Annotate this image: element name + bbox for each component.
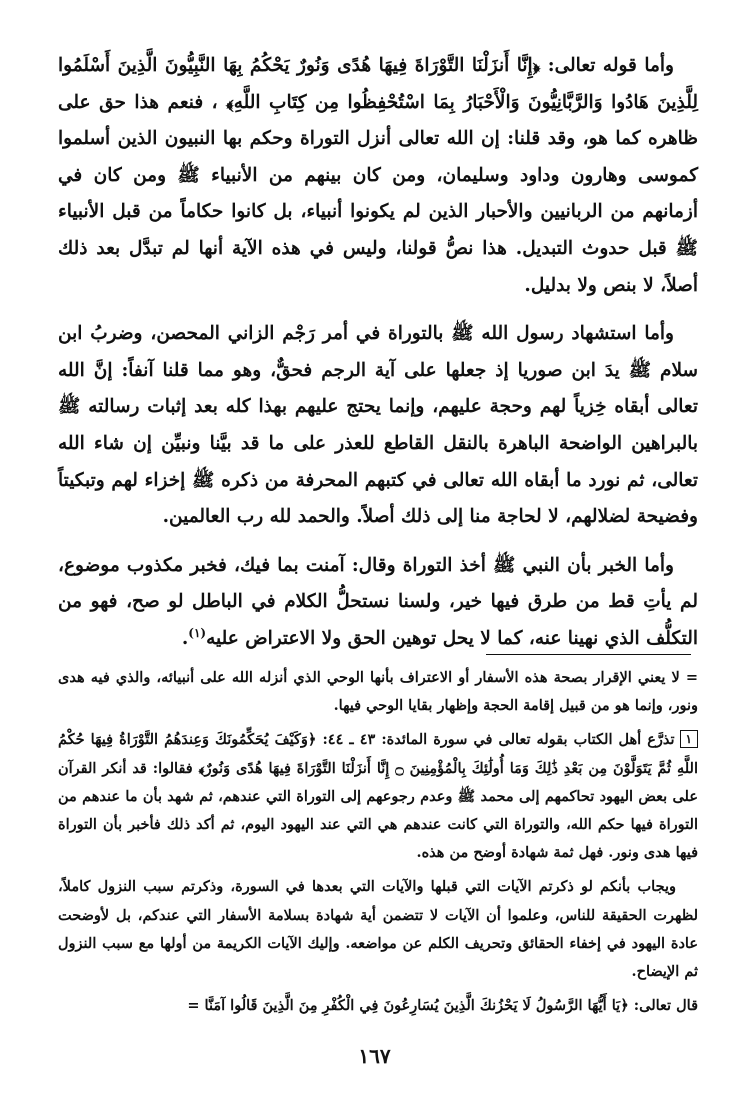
paragraph-end-mark: . xyxy=(181,627,189,649)
footnote-reference[interactable]: (١) xyxy=(188,625,207,640)
footnote-reply: ويجاب بأنكم لو ذكرتم الآيات التي قبلها والآيات التي بعدها في السورة، وذكرتم سبب النزول كاملاً، لظهرت الحقيقة للناس، وعلموا أن الآيات لا تتضمن أية شهادة بسلامة الأسفار التي عندكم، بل لأوضحت عادة اليهود في إخفاء الحقائق وتحريف الكلم عن مواضعه. وإليك الآيات الكريمة من أولها مع سبب النزول ثم الإيضاح. xyxy=(58,878,698,981)
footnote-continuation: = لا يعني الإقرار بصحة هذه الأسفار أو الاعتراف بأنها الوحي الذي أنزله الله على أنبيائه، والذي فيه هدى ونور، وإنما هو من قبيل إقامة الحجة وإظهار بقايا الوحي فيها. xyxy=(58,669,698,715)
paragraph-1: وأما قوله تعالى: ﴿إِنَّا أَنزَلْنَا التَّوْرَاةَ فِيهَا هُدًى وَنُورٌ يَحْكُمُ بِهَا النَّبِيُّونَ الَّذِينَ أَسْلَمُوا لِلَّذِينَ هَادُوا وَالرَّبَّانِيُّونَ وَالْأَحْبَارُ بِمَا اسْتُحْفِظُوا مِن كِتَابِ اللَّهِ﴾ ، فنعم هذا حق على ظاهره كما هو، وقد قلنا: إن الله تعالى أنزل التوراة وحكم بها النبيون الذين أسلموا كموسى وهارون وداود وسليمان، ومن كان بينهم من الأنبياء ﷺ ومن كان في أزمانهم من الربانيين والأحبار الذين لم يكونوا أنبياء، بل كانوا حكاماً من قبل الأنبياء ﷺ قبل حدوث التبديل. هذا نصُّ قولنا، وليس في هذه الآية أنها لم تبدَّل بعد ذلك أصلاً، لا بنص ولا بدليل. xyxy=(58,55,698,296)
footnote-separator xyxy=(486,654,691,655)
paragraph-3-text: وأما الخبر بأن النبي ﷺ أخذ التوراة وقال: آمنت بما فيك، فخبر مكذوب موضوع، لم يأتِ قط من طرق فيها خير، ولسنا نستحلُّ الكلام في الباطل لو صح، فهو من التكلُّف الذي نهينا عنه، كما لا يحل توهين الحق ولا الاعتراض عليه xyxy=(58,554,698,649)
main-text xyxy=(58,48,698,658)
footnote-verse-line: قال تعالى: ﴿يَا أَيُّهَا الرَّسُولُ لَا يَحْزُنكَ الَّذِينَ يُسَارِعُونَ فِي الْكُفْرِ مِنَ الَّذِينَ قَالُوا آمَنَّا = xyxy=(187,997,698,1015)
footnotes xyxy=(58,664,698,1020)
page-number: ١٦٧ xyxy=(358,1044,391,1068)
footnote-number: ١ xyxy=(680,730,698,748)
footnote-1 xyxy=(58,726,698,867)
paragraph-2: وأما استشهاد رسول الله ﷺ بالتوراة في أمر رَجْم الزاني المحصن، وضربُ ابن سلام ﷺ يدَ ابن صوريا إذ جعلها على آية الرجم فحقٌّ، وهو مما قلنا آنفاً: إنَّ الله تعالى أبقاه خِزياً لهم وحجة عليهم، وإنما يحتج عليهم بهذا كله بعد إثبات رسالته ﷺ بالبراهين الواضحة الباهرة بالنقل القاطع للعذر على ما قد بيَّنا ونبيِّن إن شاء الله تعالى، ثم نورد ما أبقاه الله تعالى في كتبهم المحرفة من ذكره ﷺ إخزاء لهم وتبكيتاً وفضيحة لضلالهم، لا لحاجة منا إلى ذلك أصلاً. والحمد لله رب العالمين. xyxy=(58,323,698,528)
paragraph-3 xyxy=(58,548,698,658)
footnote-1-text: تذرَّع أهل الكتاب بقوله تعالى في سورة المائدة: ٤٣ ـ ٤٤: ﴿وَكَيْفَ يُحَكِّمُونَكَ وَعِندَهُمُ التَّوْرَاةُ فِيهَا حُكْمُ اللَّهِ ثُمَّ يَتَوَلَّوْنَ مِن بَعْدِ ذَٰلِكَ وَمَا أُولَٰئِكَ بِالْمُؤْمِنِينَ ۝ إِنَّا أَنزَلْنَا التَّوْرَاةَ فِيهَا هُدًى وَنُورٌ﴾ فقالوا: قد أنكر القرآن على بعض اليهود تحاكمهم إلى محمد ﷺ وعدم رجوعهم إلى التوراة التي عندهم، ثم شهد بأن ما عندهم من التوراة فيها حكم الله، والتوراة التي كانت عندهم هي التي عند اليهود اليوم، ثم أكد ذلك فأخبر بأن التوراة فيها هدى ونور. فهل ثمة شهادة أوضح من هذه. xyxy=(58,731,698,862)
